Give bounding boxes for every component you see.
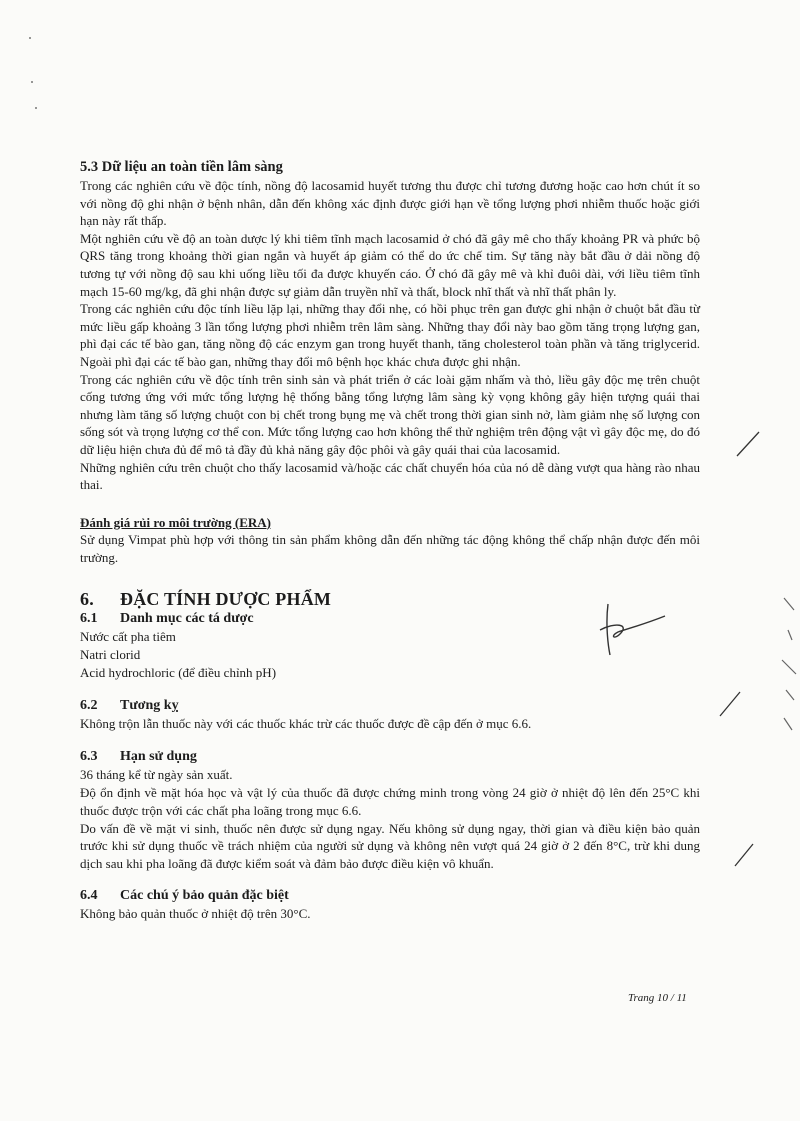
paragraph: Trong các nghiên cứu về độc tính, nồng độ lacosamid huyết tương thu được chỉ tương đương hoặc cao hơn chút ít so với nồng độ ghi nhận ở bệnh nhân, dẫn đến không xác định được giới hạn về tổng lượng phơi nhiễm thuốc hoặc giới hạn này rất thấp.	[80, 178, 700, 229]
paragraph: Những nghiên cứu trên chuột cho thấy lacosamid và/hoặc các chất chuyển hóa của nó dễ dàng vượt qua hàng rào nhau thai.	[80, 459, 700, 493]
era-title: Đánh giá rủi ro môi trường (ERA)	[80, 514, 271, 530]
section-6-3-heading	[80, 748, 700, 766]
excipient-item: Nước cất pha tiêm	[80, 629, 176, 645]
edge-stamp-fragment	[778, 590, 800, 740]
section-number: 6.2	[80, 698, 98, 714]
paragraph: Trong các nghiên cứu về độc tính trên sinh sản và phát triển ở các loài gặm nhấm và thỏ, liều gây độc mẹ trên chuột cống tương ứng với mức tổng lượng hệ thống bằng tổng lượng lâm sàng kỳ vọng không gây hiện tượng quái thai nhưng làm tăng số lượng chuột con bị chết trong bụng mẹ và chết trong thời gian sinh nở, làm giảm nhẹ số lượng con sống sót và trọng lượng cơ thể con. Mức tổng lượng cao hơn không thể thử nghiệm trên động vật vì gây độc mẹ, do đó dữ liệu hiện chưa đủ để mô tả đầy đủ khả năng gây độc phôi và gây quái thai của lacosamid.	[80, 371, 700, 457]
section-5-3-title: 5.3 Dữ liệu an toàn tiền lâm sàng	[80, 159, 283, 175]
section-6-4-text: Không bảo quản thuốc ở nhiệt độ trên 30°C.	[80, 906, 311, 922]
paragraph: Trong các nghiên cứu độc tính liều lặp lại, những thay đổi nhẹ, có hồi phục trên gan được ghi nhận ở chuột bắt đầu từ mức liều gấp khoảng 3 lần tổng lượng phơi nhiễm trên lâm sàng. Những thay đổi này bao gồm tăng trọng lượng gan, phì đại các tế bào gan, tăng nồng độ các enzym gan trong huyết thanh, tăng cholesterol toàn phần và tăng triglycerid. Ngoài phì đại các tế bào gan, những thay đổi mô bệnh học khác chưa được ghi nhận.	[80, 301, 700, 369]
era-text: Sử dụng Vimpat phù hợp với thông tin sản phẩm không dẫn đến những tác động không thể chấp nhận được đến môi trường.	[80, 532, 700, 565]
margin-tick-mark	[735, 430, 765, 460]
stability-paragraph: Độ ổn định về mặt hóa học và vật lý của thuốc đã được chứng minh trong vòng 24 giờ ở nhiệt độ lên đến 25°C khi thuốc được trộn với các chất pha loãng trong mục 6.6.	[80, 785, 700, 819]
section-number: 6.3	[80, 749, 98, 765]
margin-tick-mark	[718, 690, 748, 720]
section-number: 6.4	[80, 888, 98, 904]
section-6-3-title: Hạn sử dụng	[120, 749, 197, 765]
document-page	[80, 158, 700, 923]
section-6-2-text: Không trộn lẫn thuốc này với các thuốc khác trừ các thuốc được đề cập đến ở mục 6.6.	[80, 716, 532, 732]
section-number: 6.1	[80, 611, 98, 627]
section-6-2-title: Tương kỵ	[120, 698, 179, 714]
microbiology-paragraph: Do vấn đề về mặt vi sinh, thuốc nên được sử dụng ngay. Nếu không sử dụng ngay, thời gian và điều kiện bảo quản trước khi sử dụng thuốc về trách nhiệm của người sử dụng và không nên vượt quá 24 giờ ở 2 đến 8°C, trừ khi dung dịch sau khi pha loãng đã được kiểm soát và đảm bảo được điều kiện vô khuẩn.	[80, 820, 700, 871]
excipient-item: Natri clorid	[80, 647, 141, 663]
paragraph: Một nghiên cứu về độ an toàn dược lý khi tiêm tĩnh mạch lacosamid ở chó đã gây mê cho thấy khoảng PR và phức bộ QRS tăng trong khoảng thời gian ngắn và huyết áp giảm có thể do ức chế tim. Sự tăng này bắt đầu ở dải nồng độ tương tự với nồng độ sau khi uống liều tối đa được khuyến cáo. Ở chó đã gây mê và khỉ đuôi dài, với liều tiêm tĩnh mạch 15-60 mg/kg, đã ghi nhận được sự giảm dẫn truyền nhĩ và thất, block nhĩ thất và nhĩ thất phân ly.	[80, 230, 700, 299]
section-6-2-heading	[80, 697, 700, 715]
signature-initials	[590, 600, 670, 660]
section-6-1-title: Danh mục các tá dược	[120, 611, 254, 627]
margin-tick-mark	[733, 842, 763, 872]
excipient-item: Acid hydrochloric (để điều chỉnh pH)	[80, 665, 277, 681]
section-6-number: 6.	[80, 589, 94, 610]
section-6-4-title: Các chú ý bảo quản đặc biệt	[120, 888, 289, 904]
margin-speck-marks	[20, 30, 50, 120]
shelf-life-line: 36 tháng kể từ ngày sản xuất.	[80, 767, 233, 783]
page-number: Trang 10 / 11	[628, 992, 687, 1004]
section-6-title: ĐẶC TÍNH DƯỢC PHẨM	[120, 589, 332, 610]
section-6-4-heading	[80, 887, 700, 905]
